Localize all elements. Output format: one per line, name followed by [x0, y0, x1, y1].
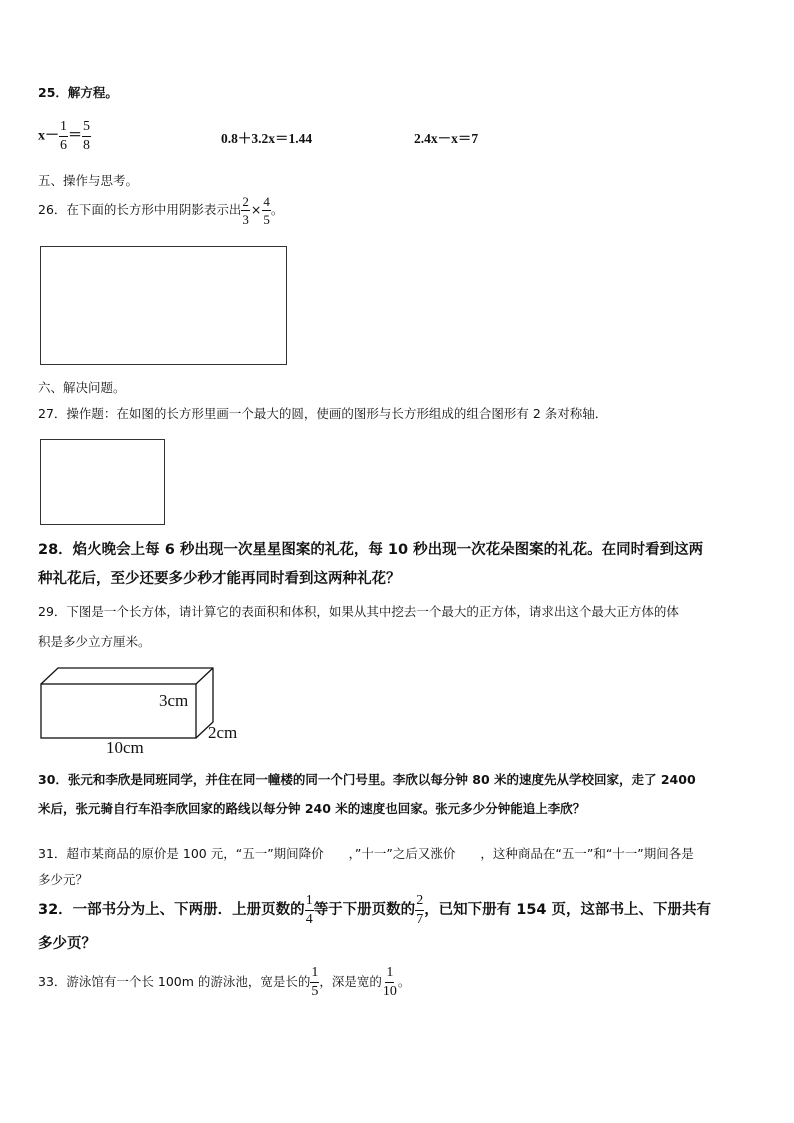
fraction [241, 195, 250, 226]
q32-suffix: ，已知下册有 154 页，这部书上、下册共有 [424, 902, 712, 918]
q33-suffix: 。 [397, 974, 411, 989]
section-6-heading: 六、解决问题。 [38, 380, 126, 395]
fraction [82, 120, 91, 153]
denominator: 6 [60, 138, 67, 153]
q32-prefix: 32．一部书分为上、下两册．上册页数的 [38, 902, 305, 918]
numerator: 2 [415, 894, 424, 911]
denominator: 8 [83, 138, 90, 153]
q30-line-2: 米后，张元骑自行车沿李欣回家的路线以每分钟 240 米的速度也回家。张元多少分钟能追上李欣？ [38, 801, 586, 816]
denominator: 7 [416, 911, 424, 927]
q33-prefix: 33．游泳馆有一个长 100m 的游泳池，宽是长的 [38, 974, 311, 989]
numerator: 1 [59, 120, 68, 137]
q28-line-1: 28．焰火晚会上每 6 秒出现一次星星图案的礼花，每 10 秒出现一次花朵图案的礼花。在同时看到这两 [38, 542, 704, 558]
q31-line-1: 31．超市某商品的原价是 100 元，“五一”期间降价 ，”十一”之后又涨价 ，这种商品在“五一”和“十一”期间各是 [38, 846, 694, 861]
q26-text [38, 195, 283, 226]
q29-line-2: 积是多少立方厘米。 [38, 634, 151, 649]
cuboid-depth-edge [196, 668, 213, 684]
q32-middle: 等于下册页数的 [313, 902, 416, 918]
q32-line-1 [38, 893, 711, 927]
q25-equation-3: 2.4x－x＝7 [414, 131, 479, 146]
q32-line-2: 多少页？ [38, 936, 96, 952]
q25-stem: 25．解方程。 [38, 85, 118, 100]
q33-text [38, 964, 410, 1000]
cuboid-figure [36, 664, 256, 764]
eq1-term: x－ [38, 128, 59, 144]
q30-line-1: 30．张元和李欣是同班同学，并住在同一幢楼的同一个门号里。李欣以每分钟 80 米的速度先从学校回家，走了 2400 [38, 772, 696, 787]
q33-middle: ，深是宽的 [319, 974, 382, 989]
fraction [59, 120, 68, 153]
q26-rectangle [40, 246, 287, 365]
section-5-heading: 五、操作与思考。 [38, 173, 139, 188]
numerator: 5 [82, 120, 91, 137]
fraction [382, 966, 398, 999]
fraction [305, 894, 314, 927]
numerator: 1 [310, 966, 319, 983]
denominator: 4 [305, 911, 313, 927]
q26-prefix: 26．在下面的长方形中用阴影表示出 [38, 202, 242, 217]
denominator: 10 [382, 984, 397, 999]
q27-rectangle [40, 439, 165, 525]
fraction [262, 195, 271, 226]
denominator: 3 [242, 212, 249, 227]
dimension-height: 3cm [159, 691, 189, 710]
times-sign: × [250, 202, 262, 217]
dimension-depth: 2cm [208, 723, 238, 742]
numerator: 2 [242, 194, 249, 209]
equals-sign: ＝ [68, 128, 82, 144]
denominator: 5 [311, 984, 319, 999]
q26-suffix: 。 [270, 202, 284, 217]
q25-equation-1 [38, 120, 91, 153]
q31-line-2: 多少元？ [38, 872, 89, 887]
numerator: 4 [263, 194, 270, 209]
denominator: 5 [263, 212, 270, 227]
q28-line-2: 种礼花后，至少还要多少秒才能再同时看到这两种礼花？ [38, 571, 401, 587]
q29-line-1: 29．下图是一个长方体，请计算它的表面积和体积，如果从其中挖去一个最大的正方体，请求出这个最大正方体的体 [38, 604, 679, 619]
fraction [415, 894, 424, 927]
numerator: 1 [305, 894, 314, 911]
q25-equation-2: 0.8＋3.2x＝1.44 [221, 131, 313, 146]
q27-text: 27．操作题：在如图的长方形里画一个最大的圆，使画的图形与长方形组成的组合图形有 2 条对称轴． [38, 406, 608, 421]
numerator: 1 [385, 966, 394, 983]
dimension-length: 10cm [106, 738, 144, 757]
